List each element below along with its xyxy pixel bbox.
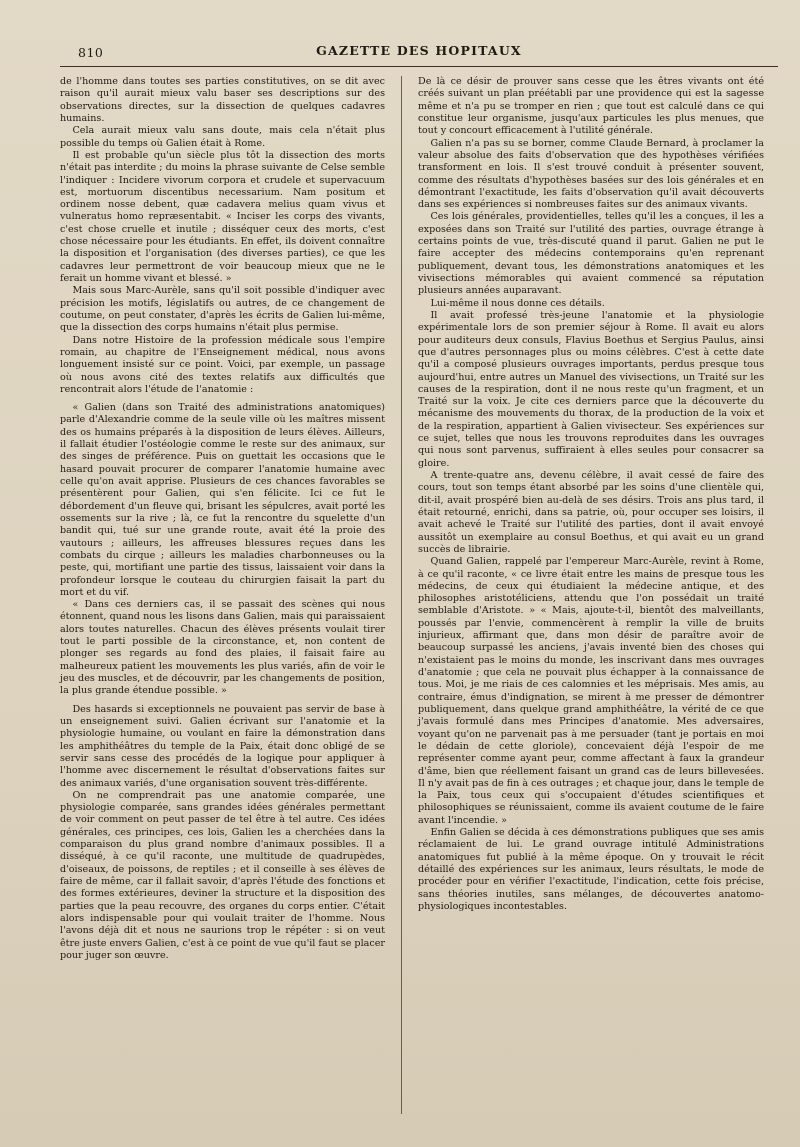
paragraph: Dans notre Histoire de la profession médicale sous l'empire romain, au chapitre de l'Enseignement médical, nous avons longuement insisté sur ce point. Voici, par exemple, un passage où nous avons cité des textes relatifs aux difficultés que rencontrait alors l'étude de l'anatomie : bbox=[60, 334, 385, 395]
paragraph: Cela aurait mieux valu sans doute, mais cela n'était plus possible du temps où Galien était à Rome. bbox=[60, 125, 385, 149]
paragraph: Il avait professé très-jeune l'anatomie et la physiologie expérimentale lors de son premier séjour à Rome. Il avait eu alors pour auditeurs deux consuls, Flavius Boethus et Sergius Paulus, ainsi que d'autres personnages plus ou moins célèbres. C'est à cette date qu'il a composé plusieurs ouvrages importants, perdus presque tous aujourd'hui, entre autres un Manuel des vivisections, un Traité sur les causes de la respiration, dont il ne nous reste qu'un fragment, et un Traité sur la voix. Je cite ces derniers parce que la découverte du mécanisme des mouvements du thorax, de la production de la voix et de la respiration, appartient à Galien vivisecteur. Ses expériences sur ce sujet, telles que nous les trouvons reproduites dans les ouvrages qui nous sont parvenus, suffiraient à elles seules pour consacrer sa gloire. bbox=[418, 309, 764, 469]
paragraph: de l'homme dans toutes ses parties constitutives, on se dit avec raison qu'il aurait mieux valu baser ses descriptions sur des observations directes, sur la dissection de quelques cadavres humains. bbox=[60, 76, 385, 124]
page-header bbox=[60, 40, 778, 67]
paragraph: Quand Galien, rappelé par l'empereur Marc-Aurèle, revint à Rome, à ce qu'il raconte, « ce livre était entre les mains de presque tous les médecins, de ceux qui étudiaient la médecine antique, et des philosophes aristotéliciens, attendu que l'on possédait un traité semblable d'Aristote. » « Mais, ajoute-t-il, bientôt des malveillants, poussés par l'envie, commencèrent à remplir la ville de bruits injurieux, affirmant que, dans mon désir de paraître avoir de beaucoup surpassé les anciens, j'avais inventé bien des choses qui n'existaient pas le moins du monde, les inscrivant dans mes ouvrages d'anatomie ; que cela ne pouvait plus échapper à la connaissance de tous. Moi, je me riais de ces calomnies et les méprisais. Mes amis, au contraire, émus d'indignation, se mirent à me presser de démontrer publiquement, dans quelque grand amphithéâtre, la vérité de ce que j'avais formulé dans mes Principes d'anatomie. Mes adversaires, voyant qu'on ne parvenait pas à me persuader (tant je portais en moi le dédain de cette gloriole), concevaient déjà l'espoir de me représenter comme ayant peur, comme affectant à faux la grandeur d'âme, bien que réellement faisant un grand cas de leurs billevesées. Il n'y avait pas de fin à ces outrages ; et chaque jour, dans le temple de la Paix, tous ceux qui s'occupaient d'études scientifiques et philosophiques se réunissaient, comme ils avaient coutume de le faire avant l'incendie. » bbox=[418, 556, 764, 826]
quoted-paragraph: « Dans ces derniers cas, il se passait des scènes qui nous étonnent, quand nous les lisons dans Galien, mais qui paraissaient alors toutes naturelles. Chacun des élèves présents voulait tirer tout le parti possible de la circonstance, et, non content de plonger ses regards au fond des plaies, il faisait faire au malheureux patient les mouvements les plus variés, afin de voir le jeu des muscles, et de découvrir, par les changements de position, la plus grande étendue possible. » bbox=[60, 599, 385, 697]
paragraph: Mais sous Marc-Aurèle, sans qu'il soit possible d'indiquer avec précision les motifs, législatifs ou autres, de ce changement de coutume, on peut constater, d'après les écrits de Galien lui-même, que la dissection des corps humains n'était plus permise. bbox=[60, 285, 385, 334]
paragraph: On ne comprendrait pas une anatomie comparée, une physiologie comparée, sans grandes idées générales permettant de voir comment on peut passer de tel être à tel autre. Ces idées générales, ces principes, ces lois, Galien les a cherchées dans la comparaison du plus grand nombre d'animaux possibles. Il a disséqué, à ce qu'il raconte, une multitude de quadrupèdes, d'oiseaux, de poissons, de reptiles ; et il conseille à ses élèves de faire de même, car il fallait savoir, d'après l'étude des fonctions et des formes extérieures, deviner la structure et la disposition des parties que la peau recouvre, des organes du corps entier. C'était alors indispensable pour qui voulait traiter de l'homme. Nous l'avons déjà dit et nous ne saurions trop le répéter : si on veut être juste envers Galien, c'est à ce point de vue qu'il faut se placer pour juger son œuvre. bbox=[60, 789, 385, 961]
left-column bbox=[60, 76, 385, 962]
page-number: 810 bbox=[78, 45, 104, 60]
right-column bbox=[418, 76, 764, 913]
paragraph: De là ce désir de prouver sans cesse que les êtres vivants ont été créés suivant un plan préétabli par une providence qui est la sagesse même et n'a pu se tromper en rien ; que tout est calculé dans ce qui constitue leur organisme, jusqu'aux particules les plus menues, que tout y concourt efficacement à l'utilité générale. bbox=[418, 76, 764, 137]
quoted-paragraph: « Galien (dans son Traité des administrations anatomiques) parle d'Alexandrie comme de la seule ville où les maîtres missent des os humains préparés à la disposition de leurs élèves. Ailleurs, il fallait étudier l'ostéologie comme le reste sur des animaux, sur des singes de préférence. Puis on guettait les occasions que le hasard pouvait procurer de comparer l'anatomie humaine avec celle qu'on avait apprise. Plusieurs de ces chances favorables se présentèrent pour Galien, qui s'en félicite. Ici ce fut le débordement d'un fleuve qui, brisant les sépulcres, avait porté les ossements sur la rive ; là, ce fut la rencontre du squelette d'un bandit qui, tué sur une grande route, avait été la proie des vautours ; ailleurs, les affreuses blessures reçues dans les combats du cirque ; ailleurs les maladies charbonneuses ou la peste, qui, mortifiant une partie des tissus, laissaient voir dans la profondeur lorsque le couteau du chirurgien faisait la part du mort et du vif. bbox=[60, 402, 385, 598]
paragraph: Des hasards si exceptionnels ne pouvaient pas servir de base à un enseignement suivi. Galien écrivant sur l'anatomie et la physiologie humaine, ou voulant en faire la démonstration dans les amphithéâtres du temple de la Paix, était donc obligé de se servir sans cesse des procédés de la logique pour appliquer à l'homme avec discernement le résultat d'observations faites sur des animaux variés, d'une organisation souvent très-différente. bbox=[60, 703, 385, 789]
paragraph: Galien n'a pas su se borner, comme Claude Bernard, à proclamer la valeur absolue des faits d'observation que des hypothèses vérifiées transforment en lois. Il s'est trouvé conduit à présenter souvent, comme des résultats d'hypothèses basées sur des lois générales et en démontrant l'exactitude, les faits d'observation qu'il avait découverts dans ses expériences si nombreuses faites sur des animaux vivants. bbox=[418, 137, 764, 211]
paragraph: A trente-quatre ans, devenu célèbre, il avait cessé de faire des cours, tout son temps étant absorbé par les soins d'une clientèle qui, dit-il, avait prospéré bien au-delà de ses désirs. Trois ans plus tard, il était retourné, enrichi, dans sa patrie, où, pour occuper ses loisirs, il avait achevé le Traité sur l'utilité des parties, dont il avait envoyé aussitôt un exemplaire au consul Boethus, et qui avait eu un grand succès de librairie. bbox=[418, 470, 764, 555]
column-divider bbox=[401, 76, 402, 1114]
masthead-title: GAZETTE DES HOPITAUX bbox=[316, 43, 522, 58]
paragraph: Ces lois générales, providentielles, telles qu'il les a conçues, il les a exposées dans son Traité sur l'utilité des parties, ouvrage étrange à certains points de vue, très-discuté quand il parut. Galien ne put le faire accepter des médecins contemporains qu'en reprenant publiquement, devant tous, les démonstrations anatomiques et les vivisections mémorables qui avaient commencé sa réputation plusieurs années auparavant. bbox=[418, 211, 764, 297]
paragraph: Lui-même il nous donne ces détails. bbox=[430, 297, 605, 309]
paragraph: Il est probable qu'un siècle plus tôt la dissection des morts n'était pas interdite ; du moins la phrase suivante de Celse semble l'indiquer : Incidere vivorum corpora et crudele et supervacuum est, mortuorum discentibus necessarium. Nam positum et ordinem nosse debent, quæ cadavera melius quam vivus et vulneratus homo repræsentabit. « Inciser les corps des vivants, c'est chose cruelle et inutile ; disséquer ceux des morts, c'est chose nécessaire pour les étudiants. En effet, ils doivent connaître la disposition et l'organisation (des diverses parties), ce que les cadavres leur permettront de voir beaucoup mieux que ne le ferait un homme vivant et blessé. » bbox=[60, 149, 385, 284]
paragraph: Enfin Galien se décida à ces démonstrations publiques que ses amis réclamaient de lui. Le grand ouvrage intitulé Administrations anatomiques fut publié à la même époque. On y trouvait le récit détaillé des expériences sur les animaux, leurs résultats, le mode de procéder pour en vérifier l'exactitude, l'indication, cette fois précise, sans théories inutiles, sans mélanges, de découvertes anatomo-physiologiques incontestables. bbox=[418, 827, 764, 912]
